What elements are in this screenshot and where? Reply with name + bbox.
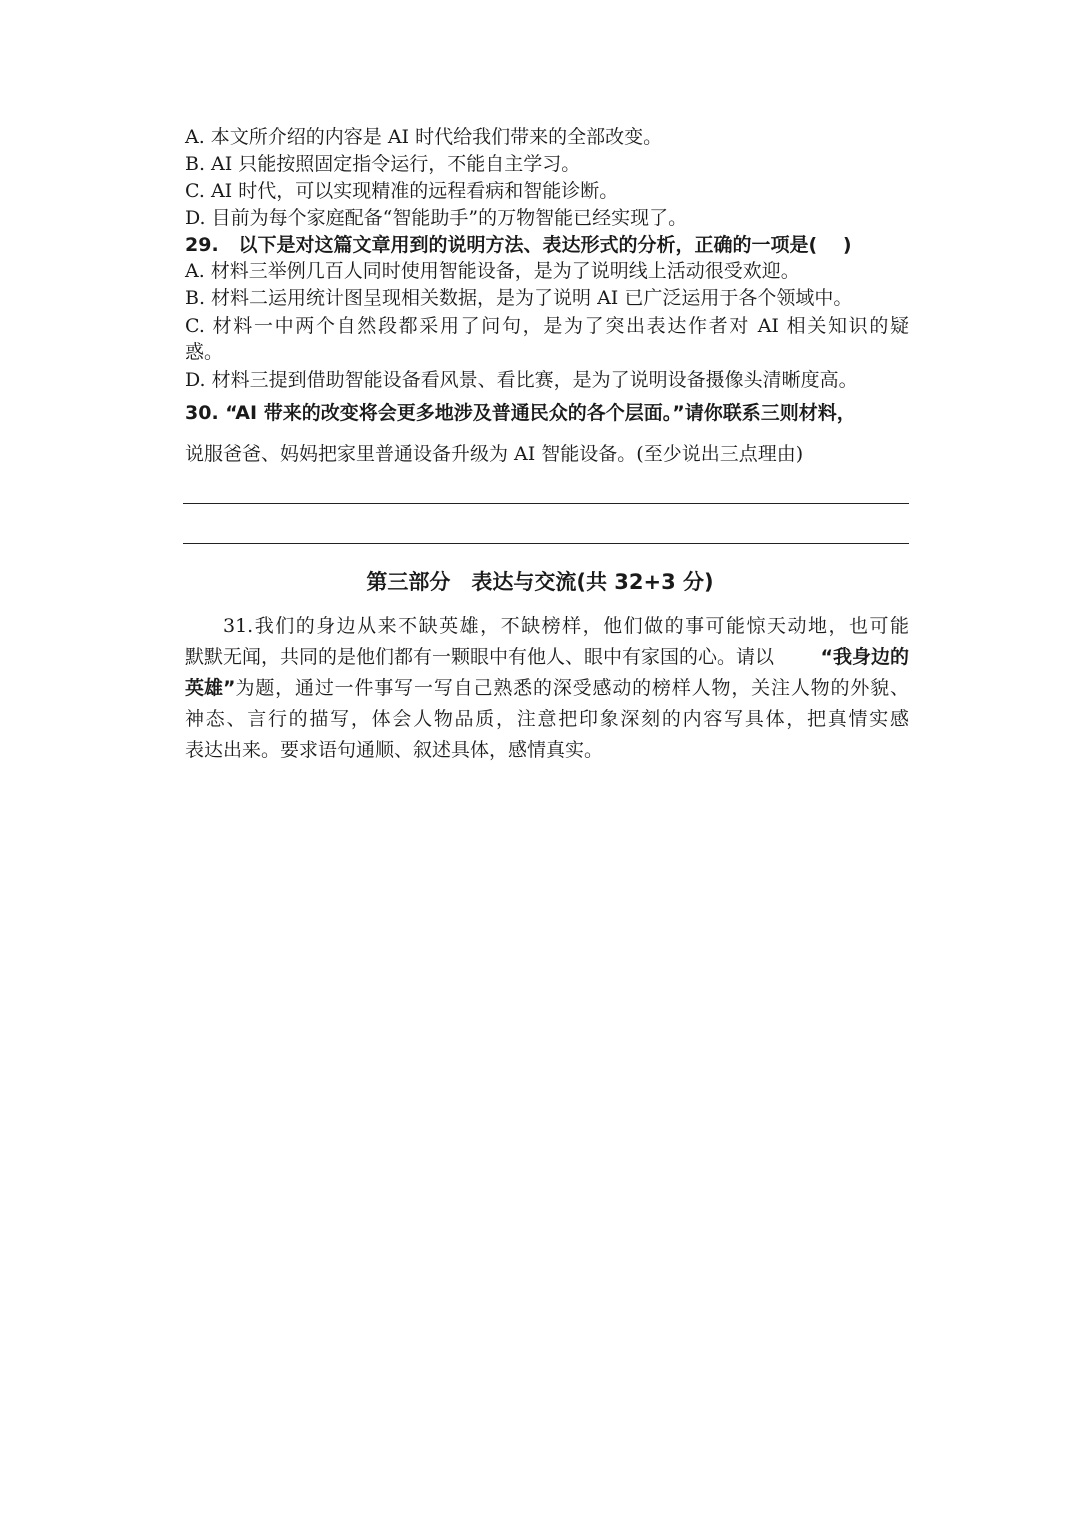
q28-option-a: A. 本文所介绍的内容是 AI 时代给我们带来的全部改变。 bbox=[185, 126, 663, 148]
q30-stem-cont: 说服爸爸、妈妈把家里普通设备升级为 AI 智能设备。(至少说出三点理由) bbox=[185, 443, 804, 465]
q31-text: 为题，通过一件事写一写自己熟悉的深受感动的榜样人物，关注人物的外貌、 bbox=[235, 677, 909, 699]
q31-line-2 bbox=[185, 644, 909, 670]
section-title: 第三部分 表达与交流(共 32+3 分) bbox=[366, 570, 714, 594]
q31-text: 默默无闻，共同的是他们都有一颗眼中有他人、眼中有家国的心。请以 bbox=[185, 646, 775, 668]
q29-option-c-cont: 惑。 bbox=[185, 341, 224, 363]
q28-option-d: D. 目前为每个家庭配备“智能助手”的万物智能已经实现了。 bbox=[185, 207, 688, 229]
q28-option-c: C. AI 时代，可以实现精准的远程看病和智能诊断。 bbox=[185, 180, 619, 202]
q28-option-b: B. AI 只能按照固定指令运行，不能自主学习。 bbox=[185, 153, 581, 175]
q29-question: 以下是对这篇文章用到的说明方法、表达形式的分析，正确的一项是( ) bbox=[238, 234, 852, 256]
q31-title-bold: “我身边的 bbox=[820, 646, 909, 668]
q31-line-4: 神态、言行的描写，体会人物品质，注意把印象深刻的内容写具体，把真情实感 bbox=[185, 708, 909, 730]
q30-stem: 30. “AI 带来的改变将会更多地涉及普通民众的各个层面。”请你联系三则材料， bbox=[185, 402, 856, 424]
q29-number: 29. bbox=[185, 234, 219, 256]
q29-option-c: C. 材料一中两个自然段都采用了问句，是为了突出表达作者对 AI 相关知识的疑 bbox=[185, 315, 909, 337]
q31-line-1: 31.我们的身边从来不缺英雄，不缺榜样，他们做的事可能惊天动地，也可能 bbox=[223, 615, 909, 637]
answer-line-1 bbox=[183, 503, 909, 504]
q29-option-a: A. 材料三举例几百人同时使用智能设备，是为了说明线上活动很受欢迎。 bbox=[185, 260, 800, 282]
q31-title-bold-cont: 英雄” bbox=[185, 677, 236, 699]
answer-line-2 bbox=[183, 543, 909, 544]
q29-option-d: D. 材料三提到借助智能设备看风景、看比赛，是为了说明设备摄像头清晰度高。 bbox=[185, 369, 858, 391]
q29-stem bbox=[185, 232, 909, 258]
q31-line-5: 表达出来。要求语句通顺、叙述具体，感情真实。 bbox=[185, 739, 604, 761]
q29-option-b: B. 材料二运用统计图呈现相关数据，是为了说明 AI 已广泛运用于各个领域中。 bbox=[185, 287, 853, 309]
q31-line-3 bbox=[185, 675, 909, 701]
